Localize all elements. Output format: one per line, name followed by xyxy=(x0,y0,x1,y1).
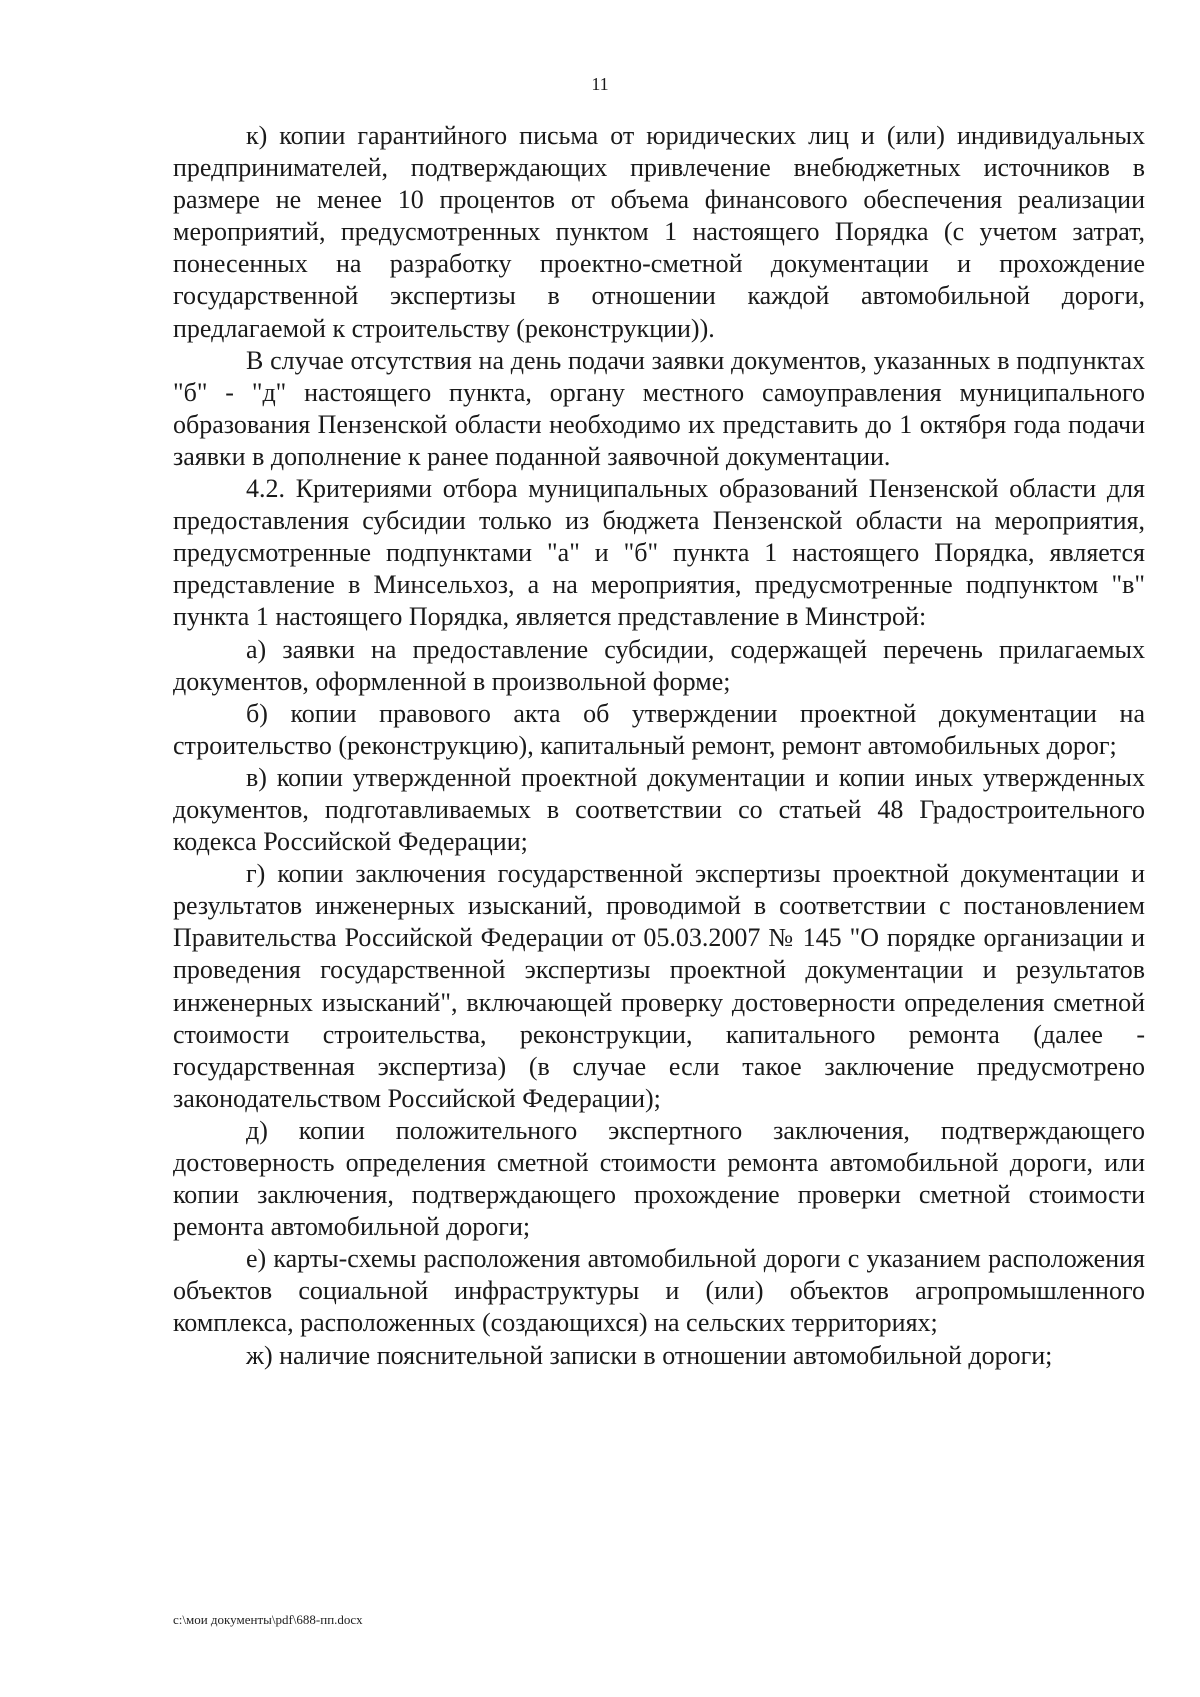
paragraph-item-b: б) копии правового акта об утверждении проектной документации на строительство (реконструкцию), капитальный ремонт, ремонт автомобильных дорог; xyxy=(173,698,1145,760)
paragraph-item-a: а) заявки на предоставление субсидии, содержащей перечень прилагаемых документов, оформленной в произвольной форме; xyxy=(173,634,1145,696)
footer-file-path: c:\мои документы\pdf\688-пп.docx xyxy=(173,1612,363,1627)
paragraph-item-k: к) копии гарантийного письма от юридических лиц и (или) индивидуальных предпринимателей, подтверждающих привлечение внебюджетных источников в размере не менее 10 процентов от объема финансового обеспечения реализации мероприятий, предусмотренных пунктом 1 настоящего Порядка (с учетом затрат, понесенных на разработку проектно-сметной документации и прохождение государственной экспертизы в отношении каждой автомобильной дороги, предлагаемой к строительству (реконструкции)). xyxy=(173,121,1145,343)
paragraph-item-zh: ж) наличие пояснительной записки в отношении автомобильной дороги; xyxy=(246,1340,1053,1370)
paragraph-section-4-2: 4.2. Критериями отбора муниципальных образований Пензенской области для предоставления субсидии только из бюджета Пензенской области на мероприятия, предусмотренные подпунктами "а" и "б" пункта 1 настоящего Порядка, является представление в Минсельхоз, а на мероприятия, предусмотренные подпунктом "в" пункта 1 настоящего Порядка, является представление в Минстрой: xyxy=(173,474,1145,632)
paragraph-missing-documents: В случае отсутствия на день подачи заявки документов, указанных в подпунктах "б" - "д" настоящего пункта, органу местного самоуправления муниципального образования Пензенской области необходимо их представить до 1 октября года подачи заявки в дополнение к ранее поданной заявочной документации. xyxy=(173,345,1145,471)
paragraph-item-v: в) копии утвержденной проектной документации и копии иных утвержденных документов, подготавливаемых в соответствии со статьей 48 Градостроительного кодекса Российской Федерации; xyxy=(173,762,1145,857)
paragraph-item-g: г) копии заключения государственной экспертизы проектной документации и результатов инженерных изысканий, проводимой в соответствии с постановлением Правительства Российской Федерации от 05.03.2007 № 145 "О порядке организации и проведения государственной экспертизы проектной документации и результатов инженерных изысканий", включающей проверку достоверности определения сметной стоимости строительства, реконструкции, капитального ремонта (далее - государственная экспертиза) (в случае если такое заключение предусмотрено законодательством Российской Федерации); xyxy=(173,859,1145,1113)
document-body xyxy=(173,120,1145,1372)
paragraph-item-e: е) карты-схемы расположения автомобильной дороги с указанием расположения объектов социальной инфраструктуры и (или) объектов агропромышленного комплекса, расположенных (создающихся) на сельских территориях; xyxy=(173,1244,1145,1338)
paragraph-item-d: д) копии положительного экспертного заключения, подтверждающего достоверность определения сметной стоимости ремонта автомобильной дороги, или копии заключения, подтверждающего прохождение проверки сметной стоимости ремонта автомобильной дороги; xyxy=(173,1115,1145,1242)
page-number: 11 xyxy=(591,74,609,94)
